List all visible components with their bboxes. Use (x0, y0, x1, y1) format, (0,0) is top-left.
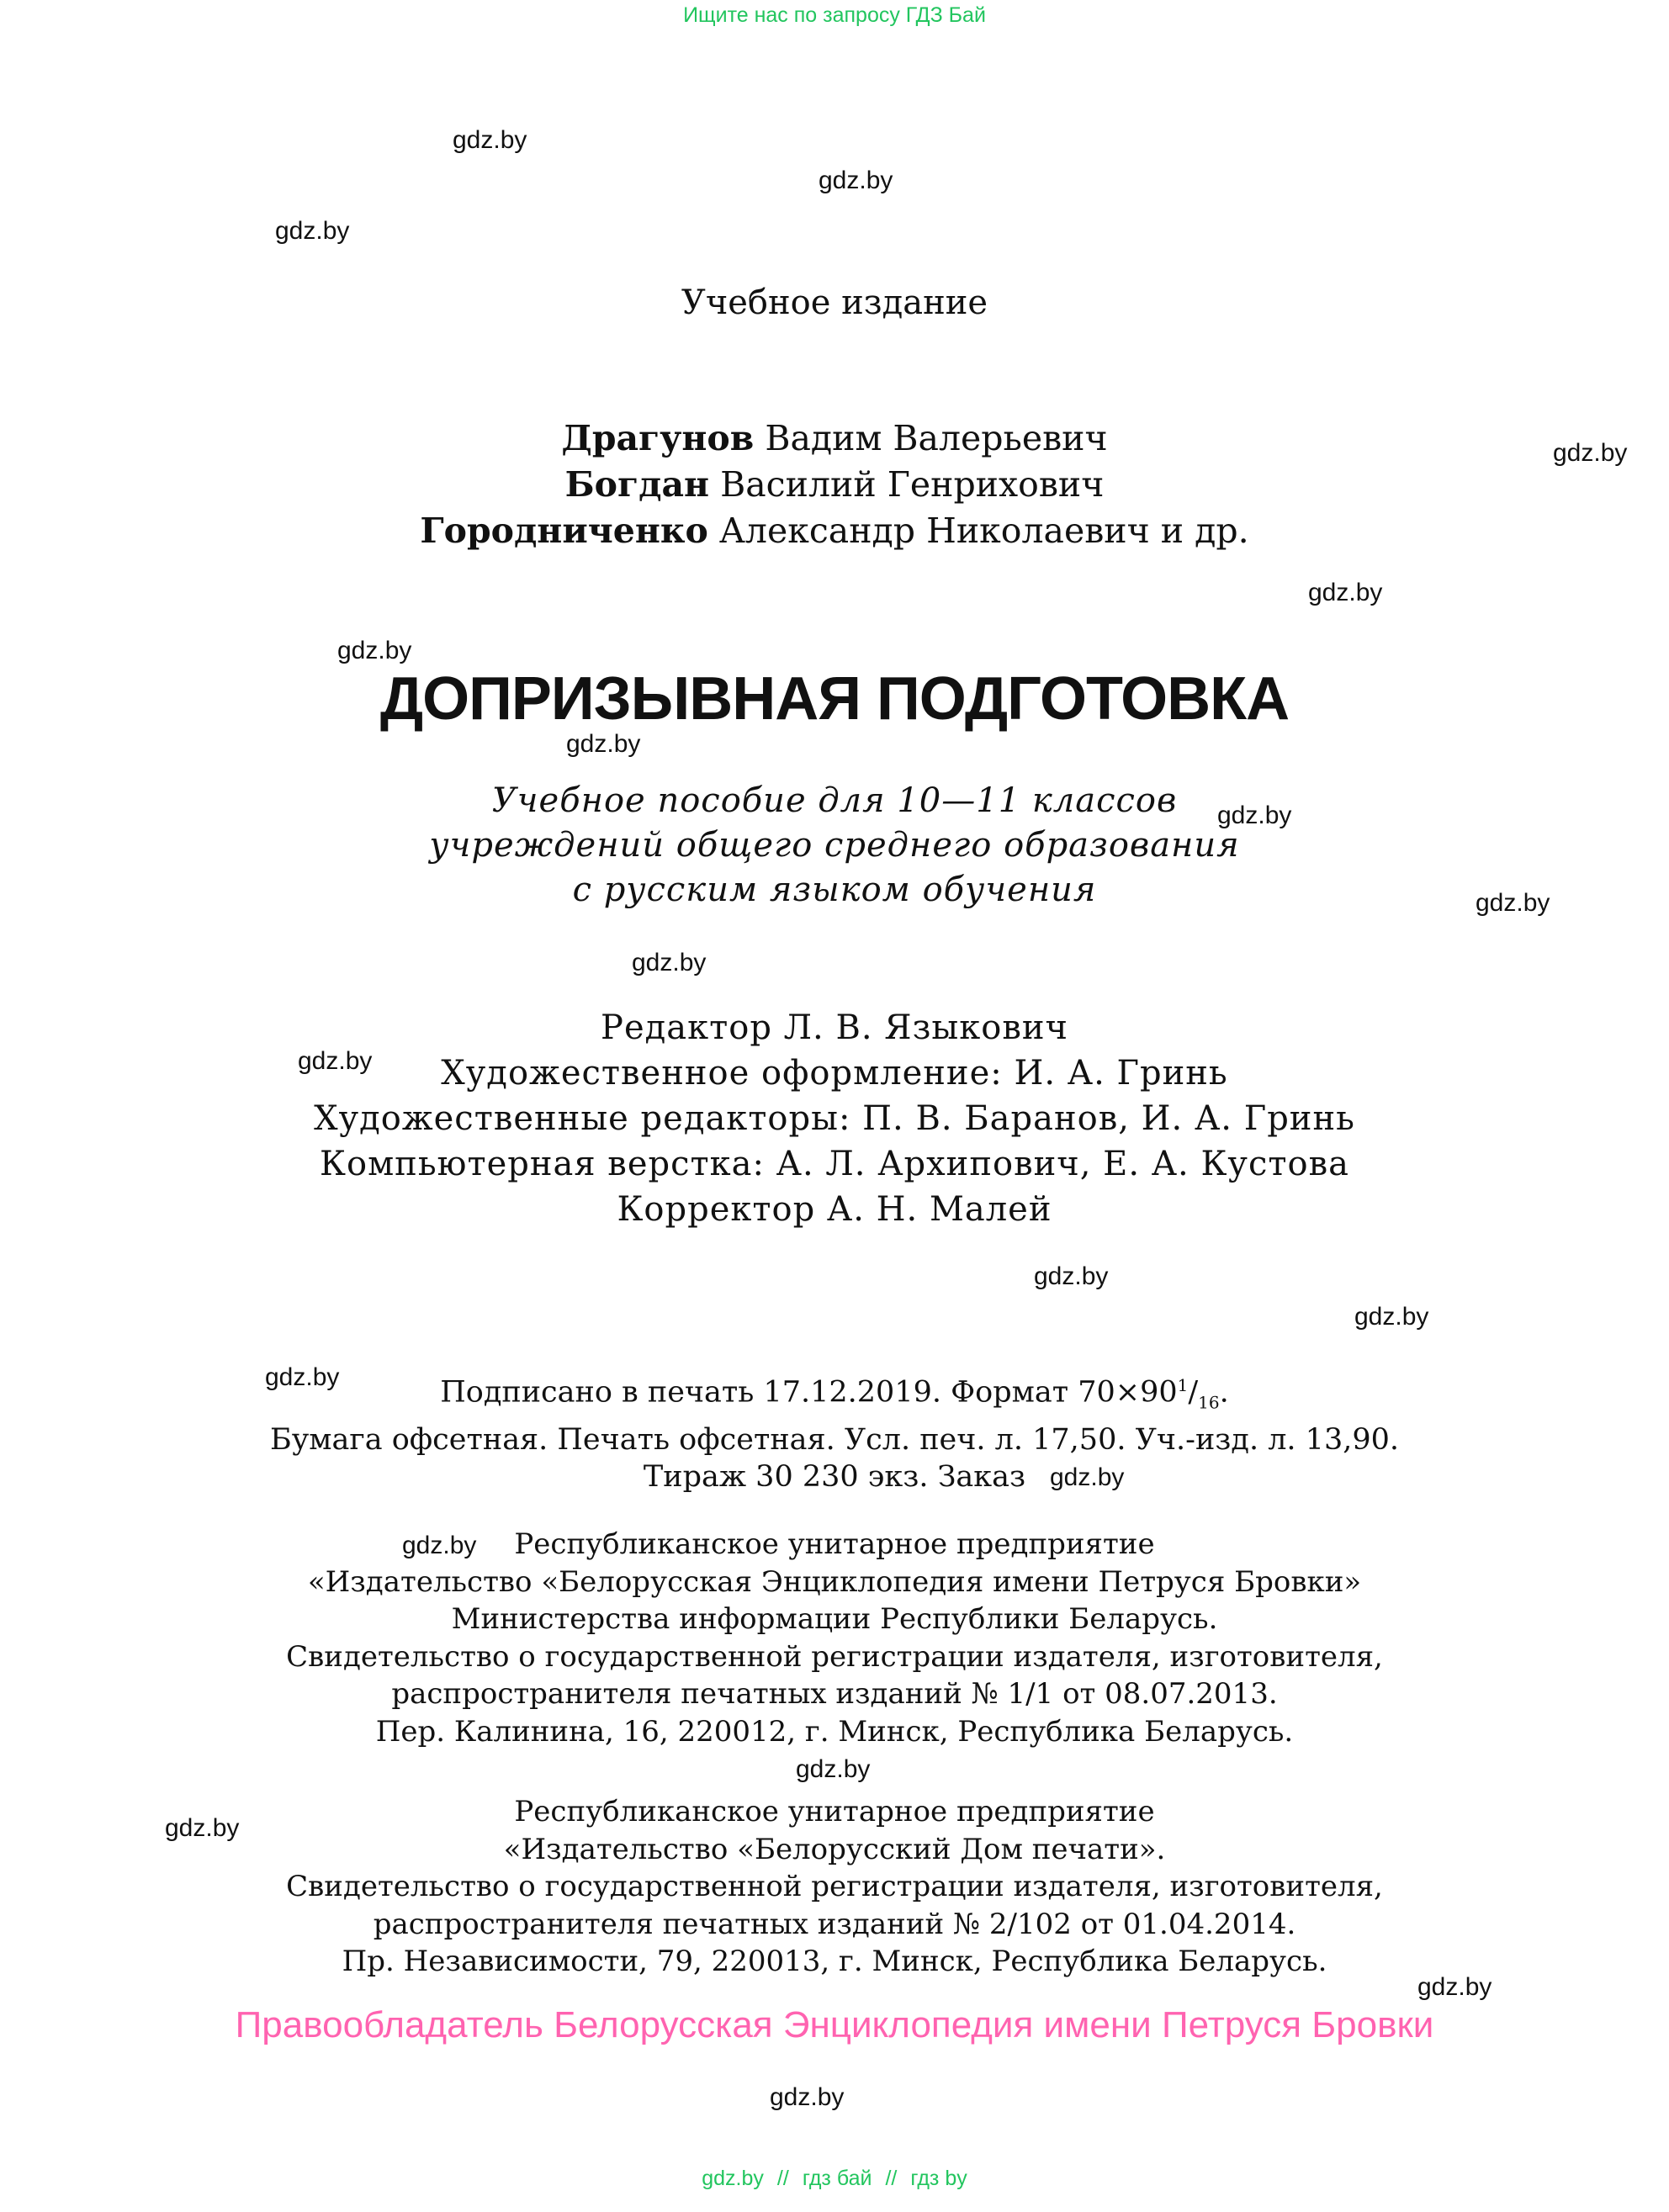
watermark: gdz.by (337, 637, 412, 664)
publisher-line: «Издательство «Белорусская Энциклопедия имени Петруся Бровки» (307, 1564, 1362, 1599)
format-numerator: 1 (1177, 1375, 1189, 1395)
book-title: ДОПРИЗЫВНАЯ ПОДГОТОВКА (379, 665, 1290, 733)
author-surname: Богдан (564, 464, 710, 505)
watermark: gdz.by (1217, 802, 1292, 829)
publisher-line: Пр. Независимости, 79, 220013, г. Минск, Республика Беларусь. (342, 1945, 1327, 1978)
rights-holder: Правообладатель Белорусская Энциклопедия имени Петруся Бровки (235, 2004, 1434, 2045)
imprint-paper: Бумага офсетная. Печать офсетная. Усл. печ. л. 17,50. Уч.-изд. л. 13,90. (269, 1422, 1399, 1457)
footer-link-gdz-by[interactable]: гдз by (910, 2167, 967, 2190)
publisher-line: Республиканское унитарное предприятие (514, 1527, 1155, 1561)
publisher-block-1 (0, 1526, 1669, 1750)
footer-link-gdz[interactable]: gdz.by (702, 2167, 764, 2190)
watermark: gdz.by (632, 949, 707, 976)
watermark: gdz.by (566, 730, 641, 758)
watermark: gdz.by (275, 217, 350, 245)
publisher-line: Пер. Калинина, 16, 220012, г. Минск, Республика Беларусь. (375, 1714, 1294, 1749)
top-search-link[interactable]: Ищите нас по запросу ГДЗ Бай (683, 3, 986, 27)
author-name: Василий Генрихович (720, 464, 1105, 505)
footer-links (0, 2167, 1669, 2191)
watermark: gdz.by (1308, 579, 1383, 606)
subtitle-line: с русским языком обучения (572, 871, 1097, 909)
publisher-line: распространителя печатных изданий № 1/1 от 08.07.2013. (391, 1677, 1278, 1711)
edition-type: Учебное издание (681, 283, 988, 322)
footer-separator: // (885, 2167, 898, 2190)
watermark: gdz.by (453, 126, 527, 154)
footer-separator: // (776, 2167, 789, 2190)
watermark: gdz.by (1476, 889, 1550, 917)
author-name: Вадим Валерьевич (765, 418, 1108, 458)
watermark: gdz.by (1553, 439, 1628, 467)
publisher-line: «Издательство «Белорусский Дом печати». (503, 1832, 1166, 1866)
footer-link-gdz-bai[interactable]: гдз бай (802, 2167, 872, 2190)
watermark: gdz.by (796, 1755, 871, 1783)
imprint-block (0, 1367, 1669, 1495)
credits-block (0, 1005, 1669, 1232)
author-surname: Драгунов (561, 418, 755, 458)
subtitle-block (0, 779, 1669, 913)
author-name: Александр Николаевич и др. (718, 511, 1249, 551)
imprint-signed: Подписано в печать 17.12.2019. Формат $70\times 90^1/_{16}$. (440, 1375, 1229, 1413)
watermark: gdz.by (298, 1047, 373, 1075)
imprint-run: Тираж 30 230 экз. Заказ (643, 1459, 1026, 1494)
imprint-signed-text: Подписано в печать 17.12.2019. Формат 70×90 (440, 1375, 1178, 1410)
watermark: gdz.by (265, 1363, 340, 1391)
authors-block (0, 415, 1669, 554)
watermark: gdz.by (819, 167, 893, 194)
publisher-line: Свидетельство о государственной регистрации издателя, изготовителя, (286, 1639, 1383, 1674)
watermark: gdz.by (1417, 1973, 1492, 2001)
credit-line: Корректор А. Н. Малей (617, 1190, 1052, 1229)
subtitle-line: учреждений общего среднего образования (429, 826, 1240, 865)
credit-line: Компьютерная верстка: А. Л. Архипович, Е. А. Кустова (320, 1145, 1349, 1183)
publisher-block-2 (0, 1793, 1669, 1981)
watermark: gdz.by (165, 1814, 240, 1842)
author-line (0, 508, 1669, 554)
subtitle-line: Учебное пособие для 10—11 классов (491, 781, 1178, 820)
author-line (0, 415, 1669, 462)
watermark: gdz.by (402, 1532, 477, 1559)
watermark: gdz.by (1354, 1303, 1429, 1331)
imprint-signed-end: . (1219, 1375, 1229, 1410)
watermark: gdz.by (770, 2083, 845, 2111)
author-line (0, 462, 1669, 508)
watermark: gdz.by (1034, 1262, 1109, 1290)
credit-line: Художественные редакторы: П. В. Баранов, И. А. Гринь (314, 1099, 1355, 1138)
publisher-line: распространителя печатных изданий № 2/102 от 01.04.2014. (373, 1907, 1296, 1941)
format-denominator: 16 (1198, 1392, 1220, 1413)
publisher-line: Республиканское унитарное предприятие (514, 1795, 1155, 1828)
author-surname: Городниченко (420, 511, 708, 551)
watermark: gdz.by (1050, 1463, 1125, 1491)
publisher-line: Свидетельство о государственной регистрации издателя, изготовителя, (286, 1870, 1383, 1903)
credit-line: Редактор Л. В. Языкович (601, 1008, 1068, 1047)
credit-line: Художественное оформление: И. А. Гринь (441, 1054, 1228, 1093)
publisher-line: Министерства информации Республики Беларусь. (451, 1602, 1218, 1636)
